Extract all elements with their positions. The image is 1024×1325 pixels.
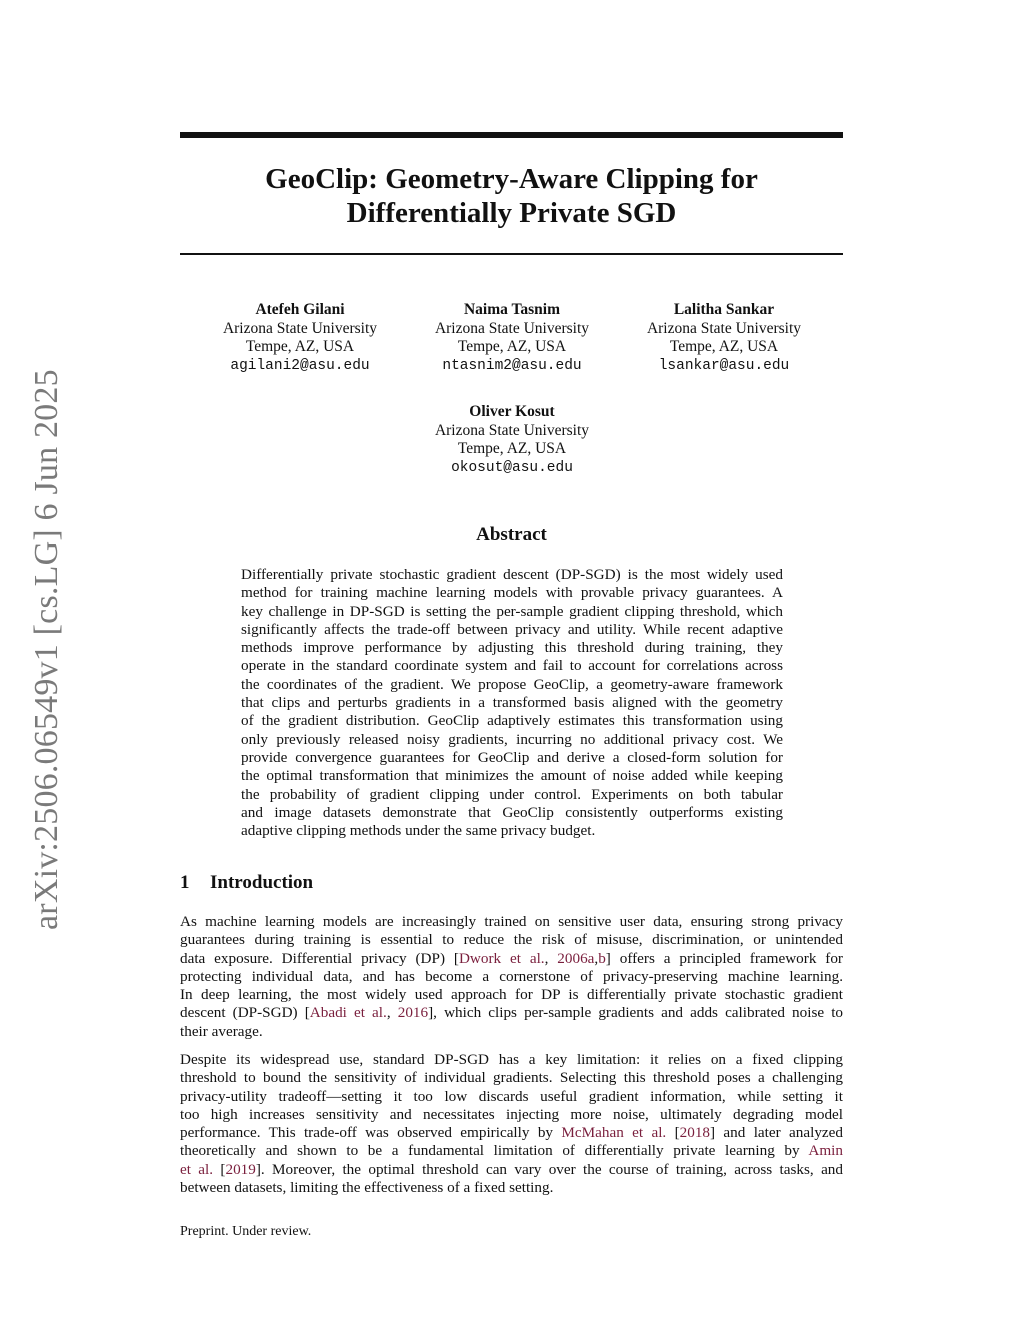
text-run: theoretically and shown to be a fundamental limitation of differentially private learning by [180, 1142, 809, 1160]
text-run: ]. Moreover, the optimal threshold can vary over the course of training, across tasks, and [255, 1160, 843, 1178]
section-title: Introduction [210, 872, 314, 893]
abstract-line: Differentially private stochastic gradient descent (DP-SGD) is the most widely used [241, 566, 783, 583]
title-top-rule [180, 132, 843, 138]
text-run: , [594, 949, 599, 967]
author-affiliation: Arizona State University [222, 319, 378, 337]
title-line-2: Differentially Private SGD [346, 197, 677, 229]
abstract-line: significantly affects the trade-off between privacy and utility. While recent adaptive [241, 620, 783, 638]
abstract-line: that clips and perturbs gradients in a transformed basis aligned with the geometry [241, 694, 783, 712]
paragraph-line [180, 1124, 843, 1142]
text-run: data exposure. Differential privacy (DP) [ [180, 949, 459, 967]
author-email[interactable]: okosut@asu.edu [451, 459, 573, 476]
text-run: ] and later analyzed [710, 1124, 844, 1142]
citation-link[interactable]: et al. [180, 1160, 214, 1178]
author-name: Atefeh Gilani [255, 301, 345, 318]
abstract-line: the probability of gradient clipping under control. Experiments on both tabular [241, 785, 783, 803]
author-name: Naima Tasnim [463, 301, 561, 318]
citation-link[interactable]: Amin [808, 1142, 843, 1160]
paragraph-line: privacy-utility tradeoff—setting it too low discards useful gradient information, while setting it [180, 1087, 843, 1105]
author-email[interactable]: ntasnim2@asu.edu [442, 357, 582, 374]
author-location: Tempe, AZ, USA [457, 338, 567, 355]
text-run: , [386, 1004, 398, 1022]
paragraph-line [180, 1004, 843, 1022]
section-heading-introduction [180, 872, 313, 894]
author-block [604, 301, 844, 375]
footer-note: Preprint. Under review. [180, 1224, 312, 1239]
abstract-line: key challenge in DP-SGD is setting the per-sample gradient clipping threshold, which [241, 602, 783, 620]
arxiv-identifier: arXiv:2506.06549v1 [cs.LG] 6 Jun 2025 [28, 369, 65, 930]
paragraph-line: guarantees during training is essential to reduce the risk of misuse, discrimination, or unintended [180, 931, 843, 949]
abstract-line: adaptive clipping methods under the same privacy budget. [241, 822, 596, 840]
author-affiliation: Arizona State University [434, 421, 590, 439]
author-block [392, 403, 632, 477]
citation-link[interactable]: Dwork et al. [458, 949, 545, 967]
paragraph-line: their average. [180, 1022, 263, 1040]
paragraph-line: between datasets, limiting the effectiveness of a fixed setting. [180, 1179, 554, 1197]
abstract-line: operate in the standard coordinate system and fail to account for correlations across [241, 657, 783, 675]
paragraph-line: Despite its widespread use, standard DP-SGD has a key limitation: it relies on a fixed clipping [180, 1051, 843, 1068]
author-name: Oliver Kosut [469, 403, 555, 420]
abstract-line: methods improve performance by adjusting this threshold during training, they [241, 639, 783, 657]
paragraph-line: too high increases sensitivity and necessitates injecting more noise, ultimately degrading model [180, 1105, 843, 1123]
citation-link[interactable]: Abadi et al. [309, 1004, 387, 1022]
paragraph-line [180, 1161, 843, 1179]
citation-link[interactable]: 2019 [225, 1160, 256, 1178]
paper-title [180, 162, 843, 230]
paragraph-line: As machine learning models are increasingly trained on sensitive user data, ensuring strong privacy [180, 913, 843, 930]
citation-link[interactable]: 2018 [679, 1124, 711, 1142]
text-run: performance. This trade-off was observed empirically by [180, 1124, 562, 1142]
text-run: [ [213, 1160, 226, 1178]
abstract-line: method for training machine learning models with provable privacy guarantees. A [241, 584, 783, 602]
author-location: Tempe, AZ, USA [457, 440, 567, 457]
paragraph-line [180, 1142, 843, 1160]
title-bottom-rule [180, 253, 843, 255]
citation-link[interactable]: 2016 [397, 1004, 429, 1022]
abstract-body [241, 566, 783, 840]
text-run: descent (DP-SGD) [ [180, 1004, 310, 1022]
text-run: [ [666, 1124, 680, 1142]
abstract-line: and image datasets demonstrate that GeoClip consistently outperforms existing [241, 803, 783, 821]
abstract-line: the coordinates of the gradient. We propose GeoClip, a geometry-aware framework [241, 675, 783, 693]
text-run: , [544, 949, 558, 967]
citation-link[interactable]: b [598, 949, 606, 967]
author-affiliation: Arizona State University [646, 319, 802, 337]
text-run: ] offers a principled framework for [605, 949, 843, 967]
abstract-line: of the gradient distribution. GeoClip adaptively estimates this transformation using [241, 712, 783, 730]
author-block [392, 301, 632, 375]
paragraph-line: threshold to bound the sensitivity of individual gradients. Selecting this threshold poses a challenging [180, 1069, 843, 1087]
citation-link[interactable]: 2006a [557, 949, 595, 967]
text-run: ], which clips per-sample gradients and adds calibrated noise to [428, 1004, 844, 1022]
abstract-heading: Abstract [476, 524, 547, 545]
paragraph-line: protecting individual data, and has become a cornerstone of privacy-preserving machine learning. [180, 967, 843, 985]
author-email[interactable]: agilani2@asu.edu [230, 357, 370, 374]
author-location: Tempe, AZ, USA [245, 338, 355, 355]
title-line-1: GeoClip: Geometry-Aware Clipping for [265, 163, 758, 195]
abstract-line: only previously released noisy gradients, incurring no additional privacy cost. We [241, 730, 783, 748]
section-number: 1 [180, 872, 190, 893]
paragraph-line [180, 950, 843, 968]
abstract-line: provide convergence guarantees for GeoClip and derive a closed-form solution for [241, 748, 783, 766]
author-email[interactable]: lsankar@asu.edu [658, 357, 790, 374]
paragraph-line: In deep learning, the most widely used approach for DP is differentially private stochastic gradient [180, 986, 843, 1004]
author-block [180, 301, 420, 375]
author-name: Lalitha Sankar [673, 301, 775, 318]
author-affiliation: Arizona State University [434, 319, 590, 337]
citation-link[interactable]: McMahan et al. [561, 1124, 667, 1142]
intro-paragraph-1 [180, 913, 843, 1041]
author-location: Tempe, AZ, USA [669, 338, 779, 355]
abstract-line: the optimal transformation that minimizes the amount of noise added while keeping [241, 767, 783, 785]
intro-paragraph-2 [180, 1051, 843, 1197]
